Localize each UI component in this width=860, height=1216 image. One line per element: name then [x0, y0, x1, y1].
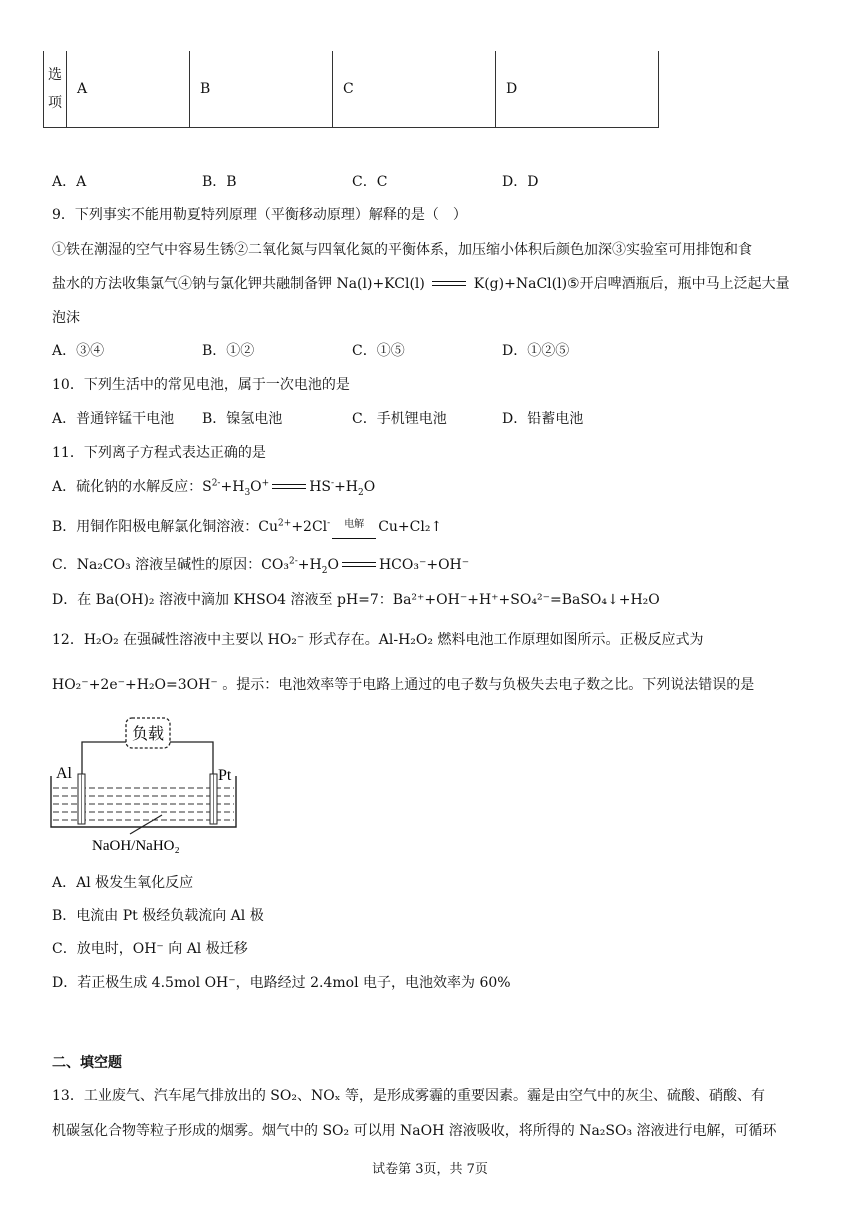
electrolysis-arrow: 电解 [332, 515, 376, 535]
q12-stem-line1: 12．H₂O₂ 在强碱性溶液中主要以 HO₂⁻ 形式存在。Al-H₂O₂ 燃料电池工作原理如图所示。正极反应式为 [52, 632, 704, 648]
q9-choice-b: B．①② [202, 343, 255, 359]
q13-line1: 13．工业废气、汽车尾气排放出的 SO₂、NOₓ 等，是形成雾霾的重要因素。霾是由空气中的灰尘、硫酸、硝酸、有 [52, 1088, 766, 1104]
table-cell-d: D [496, 51, 659, 128]
equilibrium-arrow-icon [342, 560, 376, 570]
q10-choice-b: B．镍氢电池 [202, 411, 283, 427]
section-title: 二、填空题 [52, 1055, 122, 1071]
q12-stem-line2: HO₂⁻+2e⁻+H₂O=3OH⁻ 。提示：电池效率等于电路上通过的电子数与负极失去电子数之比。下列说法错误的是 [52, 677, 755, 693]
fuel-cell-diagram [50, 712, 250, 862]
page-footer: 试卷第 3页，共 7页 [372, 1162, 488, 1177]
q9-choice-d: D．①②⑤ [502, 343, 570, 359]
q11-option-a: A．硫化钠的水解反应：$S^{2-}+H_3O^+$ $HS^-+H_2O$ [52, 478, 376, 498]
q11-option-b: B．用铜作阳极电解氯化铜溶液：$Cu^{2+}+2Cl^-$ 电解 Cu+Cl₂↑ [52, 515, 442, 537]
q8-choice-c: C．C [352, 174, 388, 190]
solution-label: NaOH/NaHO₂ [92, 838, 180, 854]
table-cell-a: A [67, 51, 190, 128]
q13-line2: 机碳氢化合物等粒子形成的烟雾。烟气中的 SO₂ 可以用 NaOH 溶液吸收，将所得的 Na₂SO₃ 溶液进行电解，可循环 [52, 1123, 777, 1139]
q11-option-d: D．在 Ba(OH)₂ 溶液中滴加 KHSO4 溶液至 pH=7：Ba²⁺+OH⁻+H⁺+SO₄²⁻=BaSO₄↓+H₂O [52, 592, 660, 608]
q11-b-product: Cu+Cl₂↑ [378, 519, 443, 535]
equilibrium-arrow-icon [272, 482, 306, 492]
q10-choice-c: C．手机锂电池 [352, 411, 447, 427]
cathode-label: Pt [218, 767, 232, 784]
q10-choice-d: D．铅蓄电池 [502, 411, 584, 427]
q10-stem: 10．下列生活中的常见电池，属于一次电池的是 [52, 377, 350, 393]
q11-a-product: HS [309, 479, 332, 495]
q11-c-product: HCO₃⁻+OH⁻ [378, 557, 470, 573]
q12-choice-b: B．电流由 Pt 极经负载流向 Al 极 [52, 908, 264, 924]
q8-choice-a: A．A [52, 174, 87, 190]
solution-pointer [130, 815, 162, 834]
q11-stem: 11．下列离子方程式表达正确的是 [52, 445, 266, 461]
q9-choice-c: C．①⑤ [352, 343, 405, 359]
anode-label: Al [56, 765, 72, 782]
table-cell-b: B [190, 51, 333, 128]
q11-b-prefix: B．用铜作阳极电解氯化铜溶液：Cu [52, 519, 279, 535]
table-header-cell: 选 项 [44, 51, 67, 128]
q9-line2-b: K(g)+NaCl(l)⑤开启啤酒瓶后，瓶中马上泛起大量 [473, 276, 790, 292]
load-label: 负载 [131, 724, 165, 743]
q11-a-prefix: A．硫化钠的水解反应：S [52, 479, 212, 495]
q8-choice-d: D．D [502, 174, 539, 190]
q11-b-middle: +2Cl [291, 519, 328, 535]
q9-line1: ①铁在潮湿的空气中容易生锈②二氧化氮与四氧化氮的平衡体系，加压缩小体积后颜色加深③实验室可用排饱和食 [52, 242, 752, 258]
wire-right [170, 742, 213, 774]
equilibrium-arrow-icon [432, 279, 466, 289]
q12-choice-d: D．若正极生成 4.5mol OH⁻，电路经过 2.4mol 电子，电池效率为 60% [52, 975, 511, 991]
q12-choice-a: A．Al 极发生氧化反应 [52, 875, 194, 891]
q11-c-prefix: C．Na₂CO₃ 溶液呈碱性的原因：CO₃ [52, 557, 289, 573]
q9-line3: 泡沫 [52, 310, 80, 326]
q9-choice-a: A．③④ [52, 343, 105, 359]
q9-line2 [52, 274, 790, 294]
wire-left [82, 742, 126, 774]
q10-choice-a: A．普通锌锰干电池 [52, 411, 175, 427]
q11-option-c: C．Na₂CO₃ 溶液呈碱性的原因：$CO_3^{2-}+H_2O$ HCO₃⁻+OH⁻ [52, 556, 470, 576]
q12-choice-c: C．放电时，OH⁻ 向 Al 极迁移 [52, 941, 248, 957]
q9-stem: 9．下列事实不能用勒夏特列原理（平衡移动原理）解释的是（ ） [52, 207, 467, 223]
q9-line2-a: 盐水的方法收集氯气④钠与氯化钾共融制备钾 Na(l)+KCl(l) [52, 276, 425, 292]
table-cell-c: C [333, 51, 496, 128]
options-table [43, 51, 659, 128]
q8-choice-b: B．B [202, 174, 237, 190]
